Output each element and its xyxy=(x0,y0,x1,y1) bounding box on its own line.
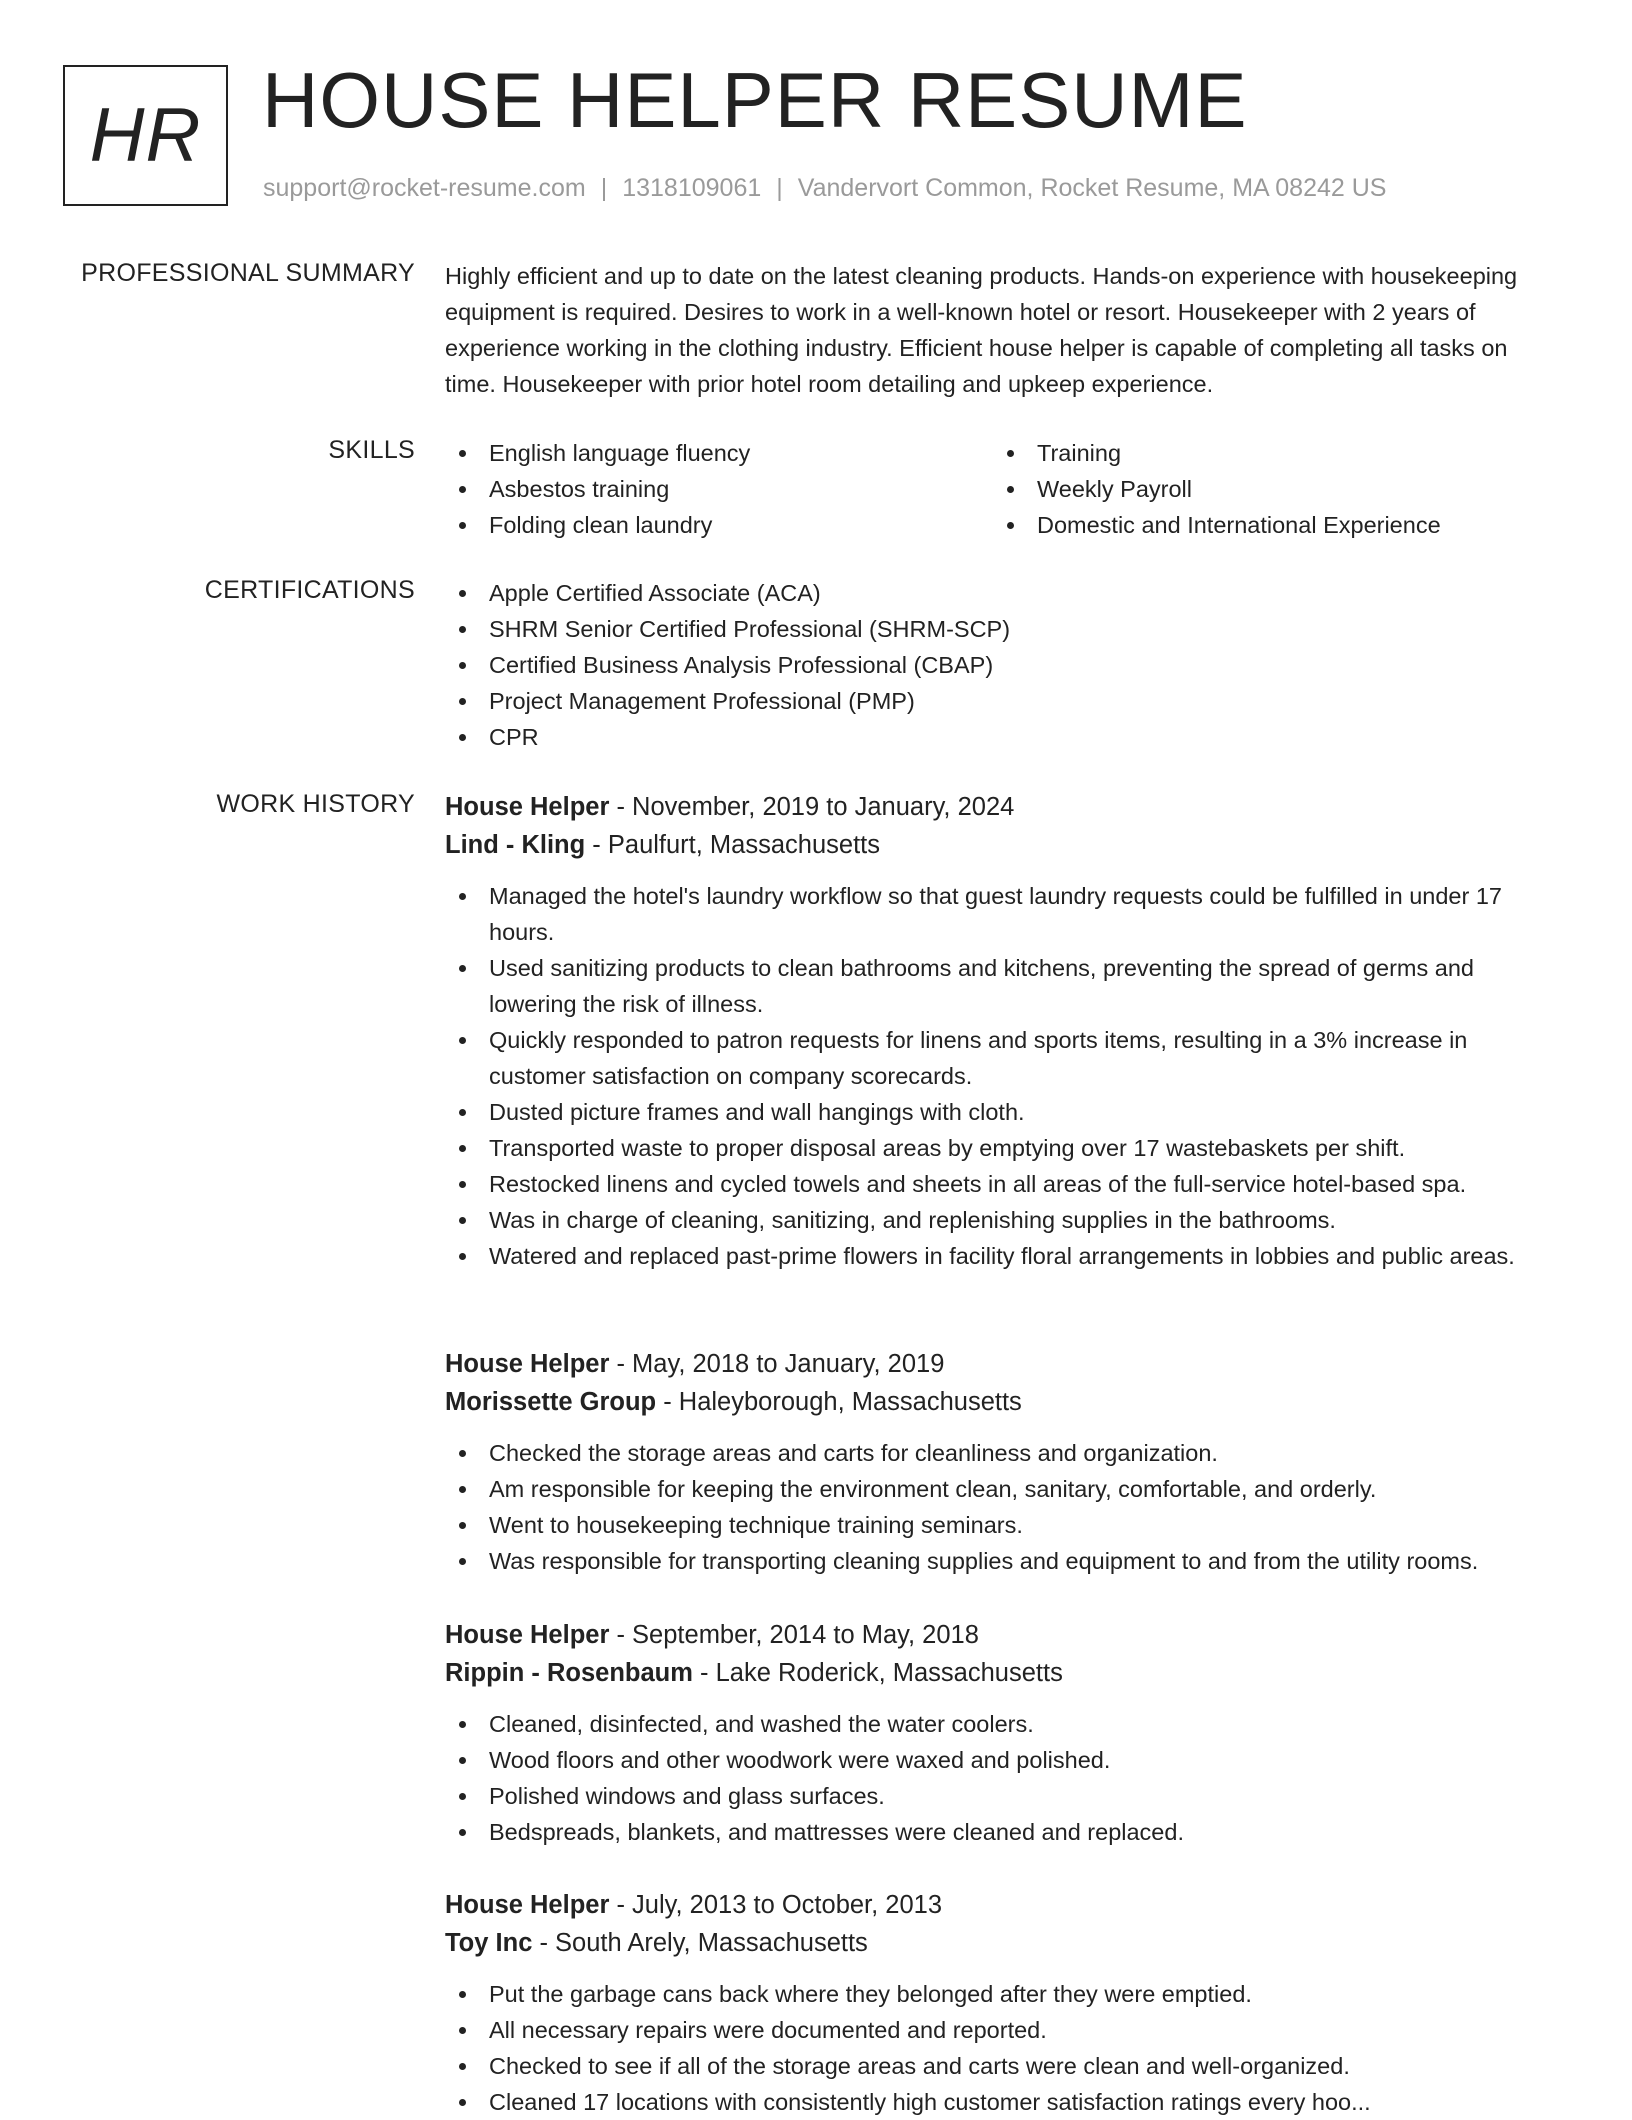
job-company-line xyxy=(445,1383,1555,1421)
job-bullet: Restocked linens and cycled towels and sheets in all areas of the full-service hotel-based spa. xyxy=(445,1166,1555,1202)
job-company: Morissette Group xyxy=(445,1388,657,1416)
certifications-list xyxy=(445,575,1555,755)
job-bullet: Cleaned 17 locations with consistently high customer satisfaction ratings every hoo... xyxy=(445,2084,1555,2120)
job-dates: - November, 2019 to January, 2024 xyxy=(609,793,1015,821)
job-bullet: Wood floors and other woodwork were waxed and polished. xyxy=(445,1742,1555,1778)
job-bullet: Checked the storage areas and carts for cleanliness and organization. xyxy=(445,1435,1555,1471)
job-bullet: Watered and replaced past-prime flowers in facility floral arrangements in lobbies and public areas. xyxy=(445,1238,1555,1274)
certification-item: Apple Certified Associate (ACA) xyxy=(445,575,1555,611)
job-bullet: Managed the hotel's laundry workflow so that guest laundry requests could be fulfilled in under 17 hours. xyxy=(445,878,1555,950)
job-company: Toy Inc xyxy=(445,1929,533,1957)
job-location: - Haleyborough, Massachusetts xyxy=(656,1388,1022,1416)
job-title-line xyxy=(445,1616,1555,1654)
job-bullet: All necessary repairs were documented and reported. xyxy=(445,2012,1555,2048)
job-dates: - May, 2018 to January, 2019 xyxy=(609,1350,945,1378)
job-company-line xyxy=(445,1654,1555,1692)
certification-item: Certified Business Analysis Professional (CBAP) xyxy=(445,647,1555,683)
contact-line xyxy=(263,174,1386,203)
certifications-body xyxy=(445,575,1555,755)
skill-item: Training xyxy=(993,435,1541,471)
job-company-line xyxy=(445,1924,1555,1962)
certifications-heading: CERTIFICATIONS xyxy=(204,576,415,604)
job-bullet: Quickly responded to patron requests for linens and sports items, resulting in a 3% increase in customer satisfaction on company scorecards. xyxy=(445,1022,1555,1094)
job-location: - South Arely, Massachusetts xyxy=(532,1929,868,1957)
summary-body xyxy=(445,258,1555,402)
job-entry xyxy=(445,788,1555,1274)
job-bullet: Bedspreads, blankets, and mattresses were cleaned and replaced. xyxy=(445,1814,1555,1850)
certification-item: CPR xyxy=(445,719,1555,755)
job-bullet: Checked to see if all of the storage areas and carts were clean and well-organized. xyxy=(445,2048,1555,2084)
job-bullets xyxy=(445,1976,1555,2120)
skills-heading: SKILLS xyxy=(328,436,415,464)
summary-text: Highly efficient and up to date on the latest cleaning products. Hands-on experience with housekeeping equipment is required. Desires to work in a well-known hotel or resort. Housekeeper with 2 years of experience working in the clothing industry. Efficient house helper is capable of completing all tasks on time. Housekeeper with prior hotel room detailing and upkeep experience. xyxy=(445,263,1518,397)
monogram-initials: HR xyxy=(89,93,202,178)
job-bullets xyxy=(445,1435,1555,1579)
job-entry xyxy=(445,1886,1555,2120)
job-bullet: Polished windows and glass surfaces. xyxy=(445,1778,1555,1814)
job-bullet: Was in charge of cleaning, sanitizing, and replenishing supplies in the bathrooms. xyxy=(445,1202,1555,1238)
job-entry xyxy=(445,1616,1555,1850)
job-title: House Helper xyxy=(445,1350,610,1378)
job-company: Rippin - Rosenbaum xyxy=(445,1659,693,1687)
job-company: Lind - Kling xyxy=(445,831,586,859)
job-bullet: Was responsible for transporting cleaning supplies and equipment to and from the utility rooms. xyxy=(445,1543,1555,1579)
job-bullet: Went to housekeeping technique training seminars. xyxy=(445,1507,1555,1543)
job-location: - Lake Roderick, Massachusetts xyxy=(692,1659,1063,1687)
skill-item: Weekly Payroll xyxy=(993,471,1541,507)
job-bullets xyxy=(445,878,1555,1274)
job-title-line xyxy=(445,1886,1555,1924)
job-bullet: Cleaned, disinfected, and washed the water coolers. xyxy=(445,1706,1555,1742)
skill-item: English language fluency xyxy=(445,435,993,471)
job-location: - Paulfurt, Massachusetts xyxy=(585,831,881,859)
contact-separator: | xyxy=(600,174,608,202)
resume-title: HOUSE HELPER RESUME xyxy=(262,56,1248,144)
job-title: House Helper xyxy=(445,793,610,821)
job-bullets xyxy=(445,1706,1555,1850)
contact-phone: 1318109061 xyxy=(622,174,762,202)
job-title: House Helper xyxy=(445,1621,610,1649)
job-bullet: Put the garbage cans back where they belonged after they were emptied. xyxy=(445,1976,1555,2012)
job-title-line xyxy=(445,1345,1555,1383)
contact-address: Vandervort Common, Rocket Resume, MA 08242 US xyxy=(797,174,1387,202)
skill-item: Asbestos training xyxy=(445,471,993,507)
job-dates: - July, 2013 to October, 2013 xyxy=(609,1891,943,1919)
job-title-line xyxy=(445,788,1555,826)
job-company-line xyxy=(445,826,1555,864)
job-dates: - September, 2014 to May, 2018 xyxy=(609,1621,979,1649)
job-entry xyxy=(445,1345,1555,1579)
monogram-box xyxy=(63,65,228,206)
job-title: House Helper xyxy=(445,1891,610,1919)
skills-list-right xyxy=(993,435,1541,543)
skills-list-left xyxy=(445,435,993,543)
job-bullet: Dusted picture frames and wall hangings with cloth. xyxy=(445,1094,1555,1130)
work-history-heading: WORK HISTORY xyxy=(216,790,415,818)
job-bullet: Transported waste to proper disposal areas by emptying over 17 wastebaskets per shift. xyxy=(445,1130,1555,1166)
job-bullet: Am responsible for keeping the environment clean, sanitary, comfortable, and orderly. xyxy=(445,1471,1555,1507)
job-bullet: Used sanitizing products to clean bathrooms and kitchens, preventing the spread of germs and lowering the risk of illness. xyxy=(445,950,1555,1022)
certification-item: SHRM Senior Certified Professional (SHRM-SCP) xyxy=(445,611,1555,647)
certification-item: Project Management Professional (PMP) xyxy=(445,683,1555,719)
skill-item: Domestic and International Experience xyxy=(993,507,1541,543)
skills-body xyxy=(445,435,1555,543)
contact-separator: | xyxy=(776,174,783,202)
skill-item: Folding clean laundry xyxy=(445,507,993,543)
contact-email[interactable]: support@rocket-resume.com xyxy=(263,174,586,202)
summary-heading: PROFESSIONAL SUMMARY xyxy=(81,259,415,287)
